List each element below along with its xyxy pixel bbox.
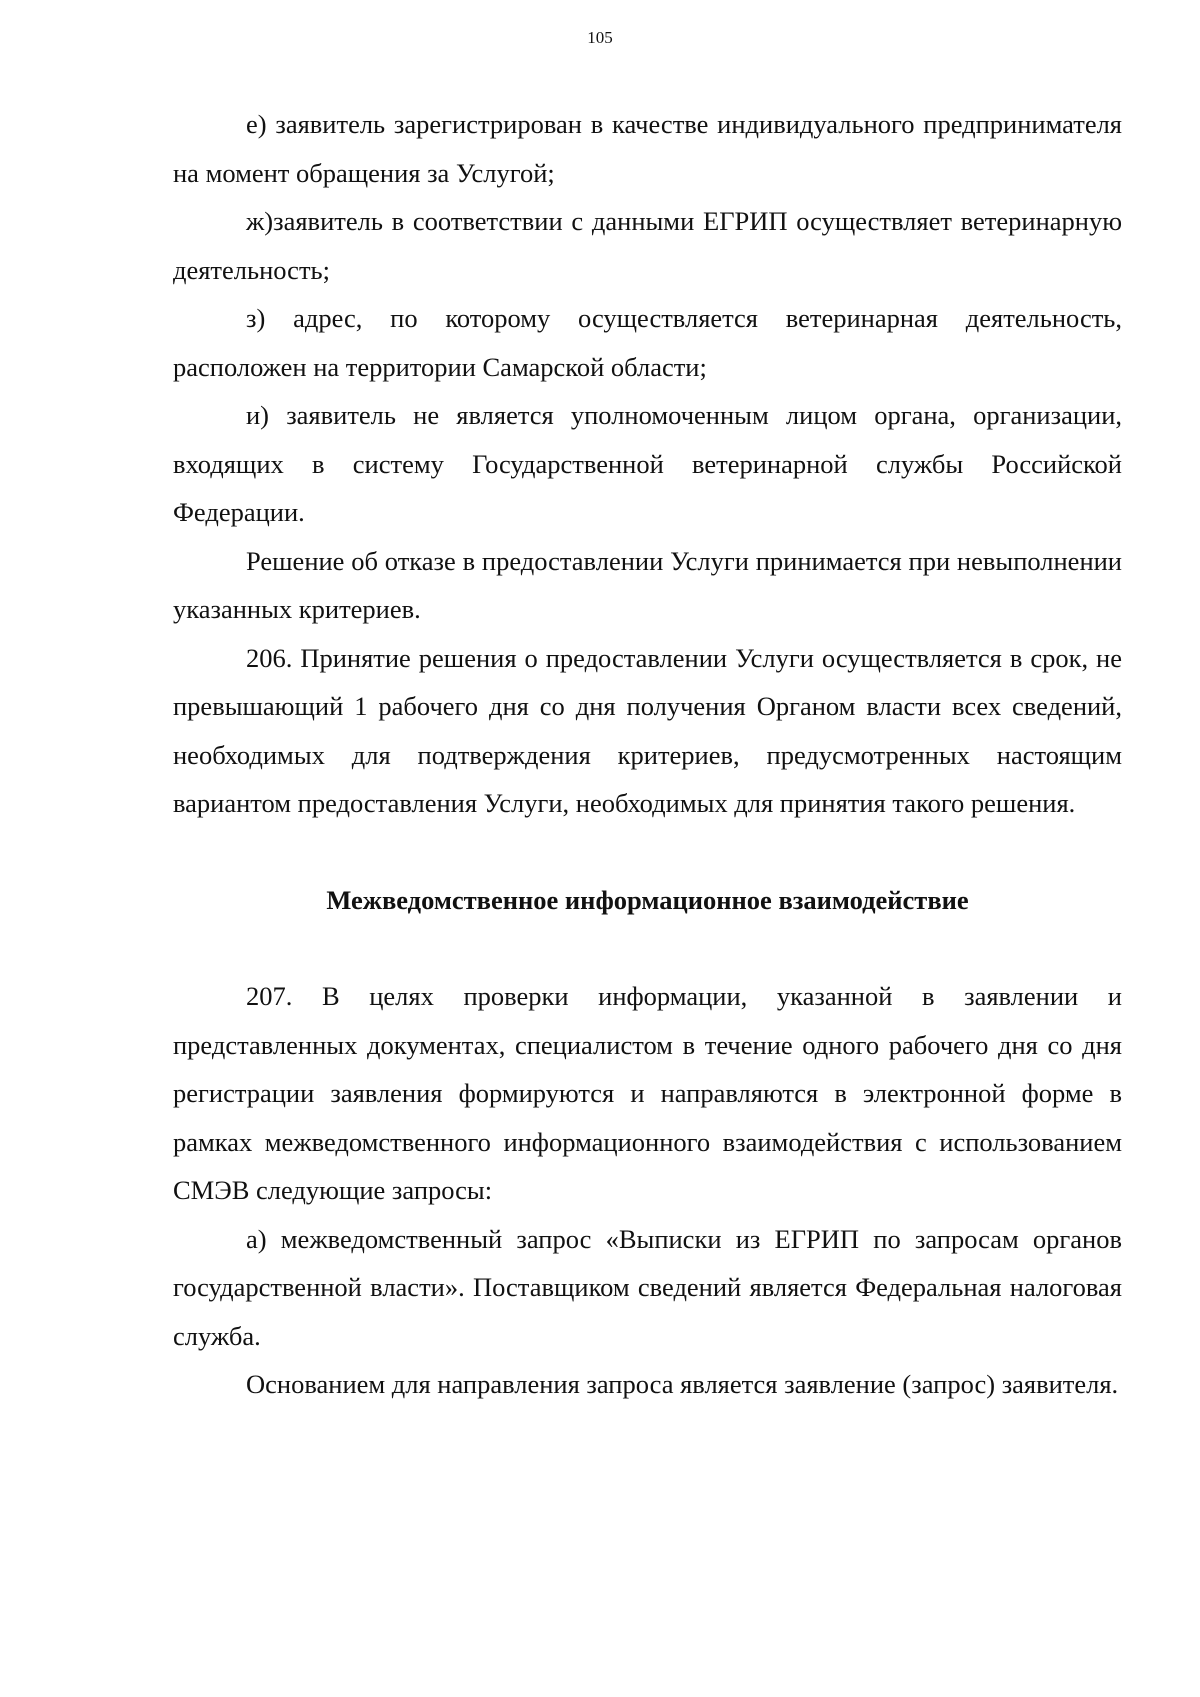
spacer	[173, 828, 1122, 876]
spacer	[173, 924, 1122, 972]
paragraph-request-a: а) межведомственный запрос «Выписки из ЕГРИП по запросам органов государственной власти». Поставщиком сведений является Федеральная налоговая служба.	[173, 1223, 1122, 1351]
paragraph-criterion-e: е) заявитель зарегистрирован в качестве индивидуального предпринимателя на момент обращения за Услугой;	[173, 109, 1122, 188]
paragraph-criterion-z: з) адрес, по которому осуществляется ветеринарная деятельность, расположен на территории Самарской области;	[173, 303, 1122, 382]
paragraph-criterion-i: и) заявитель не является уполномоченным лицом органа, организации, входящих в систему Государственной ветеринарной службы Российской Федерации.	[173, 400, 1122, 527]
document-body	[173, 100, 1122, 1409]
page-number: 105	[587, 28, 613, 47]
paragraph-criterion-zh: ж)заявитель в соответствии с данными ЕГРИП осуществляет ветеринарную деятельность;	[173, 206, 1122, 285]
paragraph-206: 206. Принятие решения о предоставлении Услуги осуществляется в срок, не превышающий 1 рабочего дня со дня получения Органом власти всех сведений, необходимых для подтверждения критериев, предусмотренных настоящим вариантом предоставления Услуги, необходимых для принятия такого решения.	[173, 642, 1122, 818]
section-heading: Межведомственное информационное взаимодействие	[326, 884, 969, 915]
paragraph-refusal-decision: Решение об отказе в предоставлении Услуги принимается при невыполнении указанных критериев.	[173, 545, 1122, 624]
paragraph-207: 207. В целях проверки информации, указанной в заявлении и представленных документах, специалистом в течение одного рабочего дня со дня регистрации заявления формируются и направляются в электронной форме в рамках межведомственного информационного взаимодействия с использованием СМЭВ следующие запросы:	[173, 981, 1122, 1205]
paragraph-request-basis: Основанием для направления запроса является заявление (запрос) заявителя.	[246, 1369, 1119, 1399]
